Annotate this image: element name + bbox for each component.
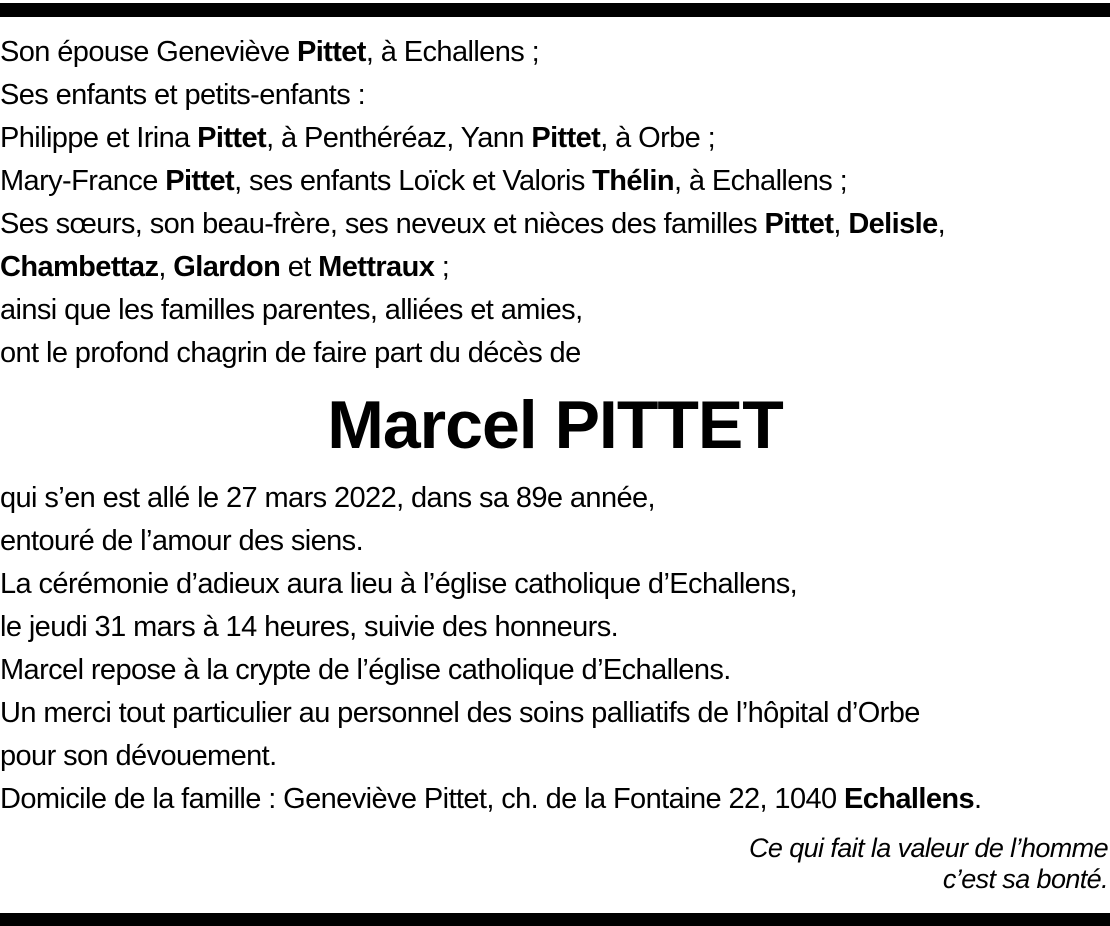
- bold-name: Pittet: [197, 122, 267, 154]
- text-line: [0, 203, 1110, 246]
- text-segment: , à Orbe ;: [600, 122, 716, 154]
- text-segment: le jeudi 31 mars à 14 heures, suivie des honneurs.: [0, 611, 619, 643]
- text-line: [0, 289, 1110, 332]
- bold-name: Glardon: [173, 251, 281, 283]
- text-segment: qui s’en est allé le 27 mars 2022, dans sa 89e année,: [0, 482, 655, 514]
- text-segment: Un merci tout particulier au personnel des soins palliatifs de l’hôpital d’Orbe: [0, 697, 920, 729]
- text-segment: , à Echallens ;: [673, 165, 848, 197]
- text-segment: ont le profond chagrin de faire part du décès de: [0, 337, 581, 369]
- bold-name: Pittet: [296, 36, 366, 68]
- text-segment: entouré de l’amour des siens.: [0, 525, 364, 557]
- bold-name: Chambettaz: [0, 251, 159, 283]
- text-line: [0, 649, 1110, 692]
- text-line: [0, 31, 1110, 74]
- text-line: [0, 246, 1110, 289]
- text-line: [0, 563, 1110, 606]
- bottom-border-rule: [0, 913, 1110, 926]
- text-segment: ,: [158, 251, 174, 283]
- text-segment: ainsi que les familles parentes, alliées et amies,: [0, 294, 583, 326]
- text-segment: pour son dévouement.: [0, 740, 277, 772]
- family-announcement: [0, 31, 1110, 375]
- bold-name: Delisle: [848, 208, 938, 240]
- bold-name: Thélin: [592, 165, 674, 197]
- text-segment: Ses sœurs, son beau-frère, ses neveux et nièces des familles: [0, 208, 765, 240]
- text-segment: Son épouse Geneviève: [0, 36, 297, 68]
- text-segment: ,: [937, 208, 946, 240]
- text-segment: Marcel repose à la crypte de l’église catholique d’Echallens.: [0, 654, 731, 686]
- bold-name: Mettraux: [318, 251, 435, 283]
- funeral-details: [0, 477, 1110, 821]
- text-segment: Mary-France: [0, 165, 166, 197]
- deceased-name: Marcel PITTET: [327, 387, 783, 463]
- text-line: [0, 520, 1110, 563]
- bold-name: Pittet: [531, 122, 601, 154]
- text-line: [0, 477, 1110, 520]
- text-segment: , ses enfants Loïck et Valoris: [234, 165, 593, 197]
- text-segment: .: [974, 783, 982, 815]
- text-line: [0, 160, 1110, 203]
- text-segment: ,: [833, 208, 849, 240]
- bold-name: Pittet: [165, 165, 235, 197]
- text-segment: Philippe et Irina: [0, 122, 198, 154]
- text-line: [0, 606, 1110, 649]
- text-line: [0, 74, 1110, 117]
- text-segment: et: [280, 251, 319, 283]
- bold-name: Pittet: [764, 208, 834, 240]
- bold-name: Echallens: [844, 783, 974, 815]
- closing-quote: [749, 833, 1108, 895]
- quote-line-1: Ce qui fait la valeur de l’homme: [749, 833, 1108, 863]
- top-border-rule: [0, 3, 1110, 17]
- text-line: [0, 778, 1110, 821]
- text-segment: Ses enfants et petits-enfants :: [0, 79, 366, 111]
- text-segment: La cérémonie d’adieux aura lieu à l’église catholique d’Echallens,: [0, 568, 798, 600]
- quote-line-2: c’est sa bonté.: [942, 864, 1108, 894]
- text-line: [0, 332, 1110, 375]
- text-line: [0, 735, 1110, 778]
- text-segment: , à Penthéréaz, Yann: [266, 122, 532, 154]
- text-segment: ;: [434, 251, 450, 283]
- text-segment: Domicile de la famille : Geneviève Pittet, ch. de la Fontaine 22, 1040: [0, 783, 844, 815]
- text-line: [0, 117, 1110, 160]
- text-line: [0, 692, 1110, 735]
- text-segment: , à Echallens ;: [365, 36, 540, 68]
